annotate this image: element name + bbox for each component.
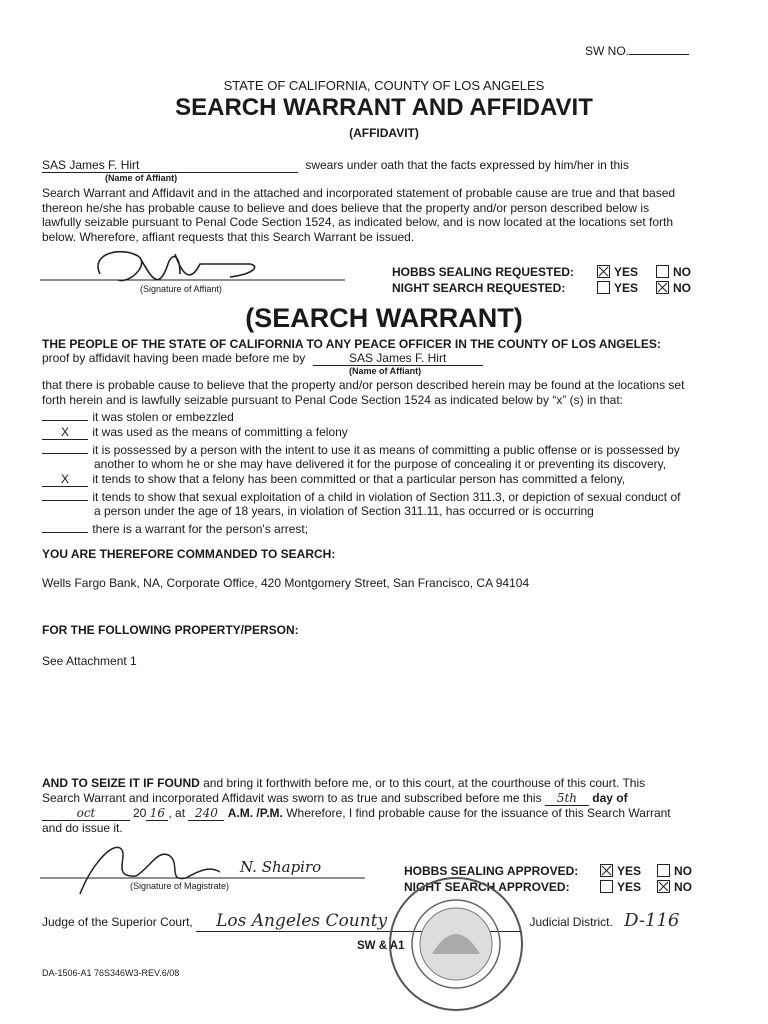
yes-label: YES xyxy=(617,864,642,878)
ground-item xyxy=(42,407,680,425)
ground-item xyxy=(42,487,680,519)
night-approved-label: NIGHT SEARCH APPROVED: xyxy=(404,880,570,894)
ground-text: it tends to show that a felony has been committed or that a particular person has committed a felony, xyxy=(92,471,626,486)
night-approved-yes-checkbox[interactable] xyxy=(600,880,613,893)
warrant-affiant-name-field[interactable]: SAS James F. Hirt xyxy=(313,351,483,366)
day-of-label: day of xyxy=(592,791,628,805)
affiant-line xyxy=(42,158,629,173)
page-title: SEARCH WARRANT AND AFFIDAVIT xyxy=(175,94,593,121)
ground-text: it is possessed by a person with the intent to use it as means of committing a public offense or is possessed by xyxy=(92,442,680,457)
affidavit-body-line: thereon he/she has probable cause to believe and does believe that the property and/or person described below is xyxy=(42,200,650,215)
seize-bold: AND TO SEIZE IT IF FOUND xyxy=(42,776,200,790)
property-label: FOR THE FOLLOWING PROPERTY/PERSON: xyxy=(42,623,299,637)
hobbs-approved-no-checkbox[interactable] xyxy=(657,864,670,877)
sworn-text: Search Warrant and incorporated Affidavit was sworn to as true and subscribed before me this xyxy=(42,791,542,805)
ground-mark[interactable] xyxy=(42,487,88,501)
sw-no-label: SW NO. xyxy=(585,44,629,58)
proof-line xyxy=(42,351,483,366)
night-requested-no-checkbox[interactable] xyxy=(656,281,669,294)
hobbs-approved-label: HOBBS SEALING APPROVED: xyxy=(404,864,579,878)
affidavit-body-line: Search Warrant and Affidavit and in the attached and incorporated statement of probable cause are true and that based xyxy=(42,186,676,200)
magistrate-printed-name: N. Shapiro xyxy=(240,858,322,876)
affidavit-subtitle: (AFFIDAVIT) xyxy=(349,126,419,140)
sw-no xyxy=(585,44,689,58)
affidavit-body-line: lawfully seizable pursuant to Penal Code Section 1524, as indicated below, and is now located at the locations set forth xyxy=(42,215,674,229)
hobbs-requested-no-checkbox[interactable] xyxy=(656,265,669,278)
day-field[interactable]: 5th xyxy=(545,791,589,806)
ground-mark[interactable] xyxy=(42,440,88,454)
department-value: D-116 xyxy=(624,910,680,931)
court-seal xyxy=(386,874,526,1014)
ground-mark[interactable] xyxy=(42,519,88,533)
hobbs-approved-yes-checkbox[interactable] xyxy=(600,864,613,877)
court-field[interactable]: Los Angeles County xyxy=(196,911,522,932)
sworn-line xyxy=(42,791,628,806)
proof-text: proof by affidavit having been made before me by xyxy=(42,351,306,365)
at-text: , at xyxy=(168,806,186,820)
sw-no-field[interactable] xyxy=(629,54,689,55)
ground-item xyxy=(42,519,680,537)
search-warrant-title: (SEARCH WARRANT) xyxy=(245,303,523,333)
ground-item xyxy=(42,425,680,440)
ground-mark[interactable]: X xyxy=(42,473,88,487)
no-label: NO xyxy=(674,864,692,878)
no-label: NO xyxy=(673,281,691,295)
state-line: STATE OF CALIFORNIA, COUNTY OF LOS ANGELES xyxy=(223,78,545,93)
ground-item xyxy=(42,440,680,472)
no-label: NO xyxy=(674,880,692,894)
no-label: NO xyxy=(673,265,691,279)
page-marker: SW & A1 xyxy=(357,940,405,952)
property-value: See Attachment 1 xyxy=(42,654,137,668)
ground-mark[interactable] xyxy=(42,407,88,421)
grounds-list xyxy=(42,407,680,536)
ground-item xyxy=(42,472,680,487)
search-location: Wells Fargo Bank, NA, Corporate Office, 420 Montgomery Street, San Francisco, CA 94104 xyxy=(42,576,530,590)
date-time-line xyxy=(42,806,671,821)
commanded-label: YOU ARE THEREFORE COMMANDED TO SEARCH: xyxy=(42,547,336,561)
seize-line xyxy=(42,776,645,790)
issue-line: and do issue it. xyxy=(42,821,123,835)
district-label: Judicial District. xyxy=(529,915,613,929)
swears-text: swears under oath that the facts expressed by him/her in this xyxy=(305,158,629,172)
ground-text: it tends to show that sexual exploitation of a child in violation of Section 311.3, or depiction of sexual conduct of xyxy=(92,489,681,504)
ground-text: it was used as the means of committing a felony xyxy=(92,424,348,439)
form-id: DA-1506-A1 76S346W3-REV.6/08 xyxy=(42,968,180,978)
night-search-requested xyxy=(392,281,691,295)
year-prefix: 20 xyxy=(133,806,147,820)
hobbs-sealing-requested xyxy=(392,265,691,279)
affidavit-body-line: below. Wherefore, affiant requests that this Search Warrant be issued. xyxy=(42,229,415,244)
yes-label: YES xyxy=(617,880,642,894)
night-requested-label: NIGHT SEARCH REQUESTED: xyxy=(392,281,566,295)
judge-label: Judge of the Superior Court, xyxy=(42,915,193,929)
yes-label: YES xyxy=(614,281,639,295)
night-approved-no-checkbox[interactable] xyxy=(657,880,670,893)
am-pm-label: A.M. /P.M. xyxy=(227,806,283,820)
ground-mark[interactable]: X xyxy=(42,426,88,440)
probable-cause-line: that there is probable cause to believe that the property and/or person described herein may be found at the locations set xyxy=(42,378,685,392)
time-field[interactable]: 240 xyxy=(188,806,224,821)
yes-label: YES xyxy=(614,265,639,279)
ground-text: another to whom he or she may have delivered it for the purpose of concealing it or preventing its discovery, xyxy=(94,457,667,471)
ground-text: there is a warrant for the person's arrest; xyxy=(92,521,309,536)
affidavit-body xyxy=(42,186,675,244)
probable-cause-line: forth herein and is lawfully seizable pursuant to Penal Code Section 1524 as indicated below by “x” (s) in that: xyxy=(42,392,623,407)
warrant-name-of-affiant-label: (Name of Affiant) xyxy=(349,366,422,376)
affiant-signature-label: (Signature of Affiant) xyxy=(140,284,222,294)
people-line: THE PEOPLE OF THE STATE OF CALIFORNIA TO ANY PEACE OFFICER IN THE COUNTY OF LOS ANGELES: xyxy=(42,337,661,351)
wherefore-text: Wherefore, I find probable cause for the issuance of this Search Warrant xyxy=(286,806,671,820)
probable-cause-text xyxy=(42,378,684,407)
affiant-name-field[interactable]: SAS James F. Hirt xyxy=(42,158,298,173)
magistrate-signature-label: (Signature of Magistrate) xyxy=(130,881,230,891)
hobbs-requested-yes-checkbox[interactable] xyxy=(597,265,610,278)
month-field[interactable]: oct xyxy=(42,806,130,821)
night-requested-yes-checkbox[interactable] xyxy=(597,281,610,294)
ground-text: it was stolen or embezzled xyxy=(92,410,234,424)
ground-text: a person under the age of 18 years, in violation of Section 311.11, has occurred or is occurring xyxy=(94,504,594,518)
year-field[interactable]: 16 xyxy=(146,806,168,821)
name-of-affiant-label: (Name of Affiant) xyxy=(105,173,178,183)
hobbs-requested-label: HOBBS SEALING REQUESTED: xyxy=(392,265,575,279)
judge-line xyxy=(42,910,679,932)
seize-rest: and bring it forthwith before me, or to this court, at the courthouse of this court. This xyxy=(199,776,646,790)
